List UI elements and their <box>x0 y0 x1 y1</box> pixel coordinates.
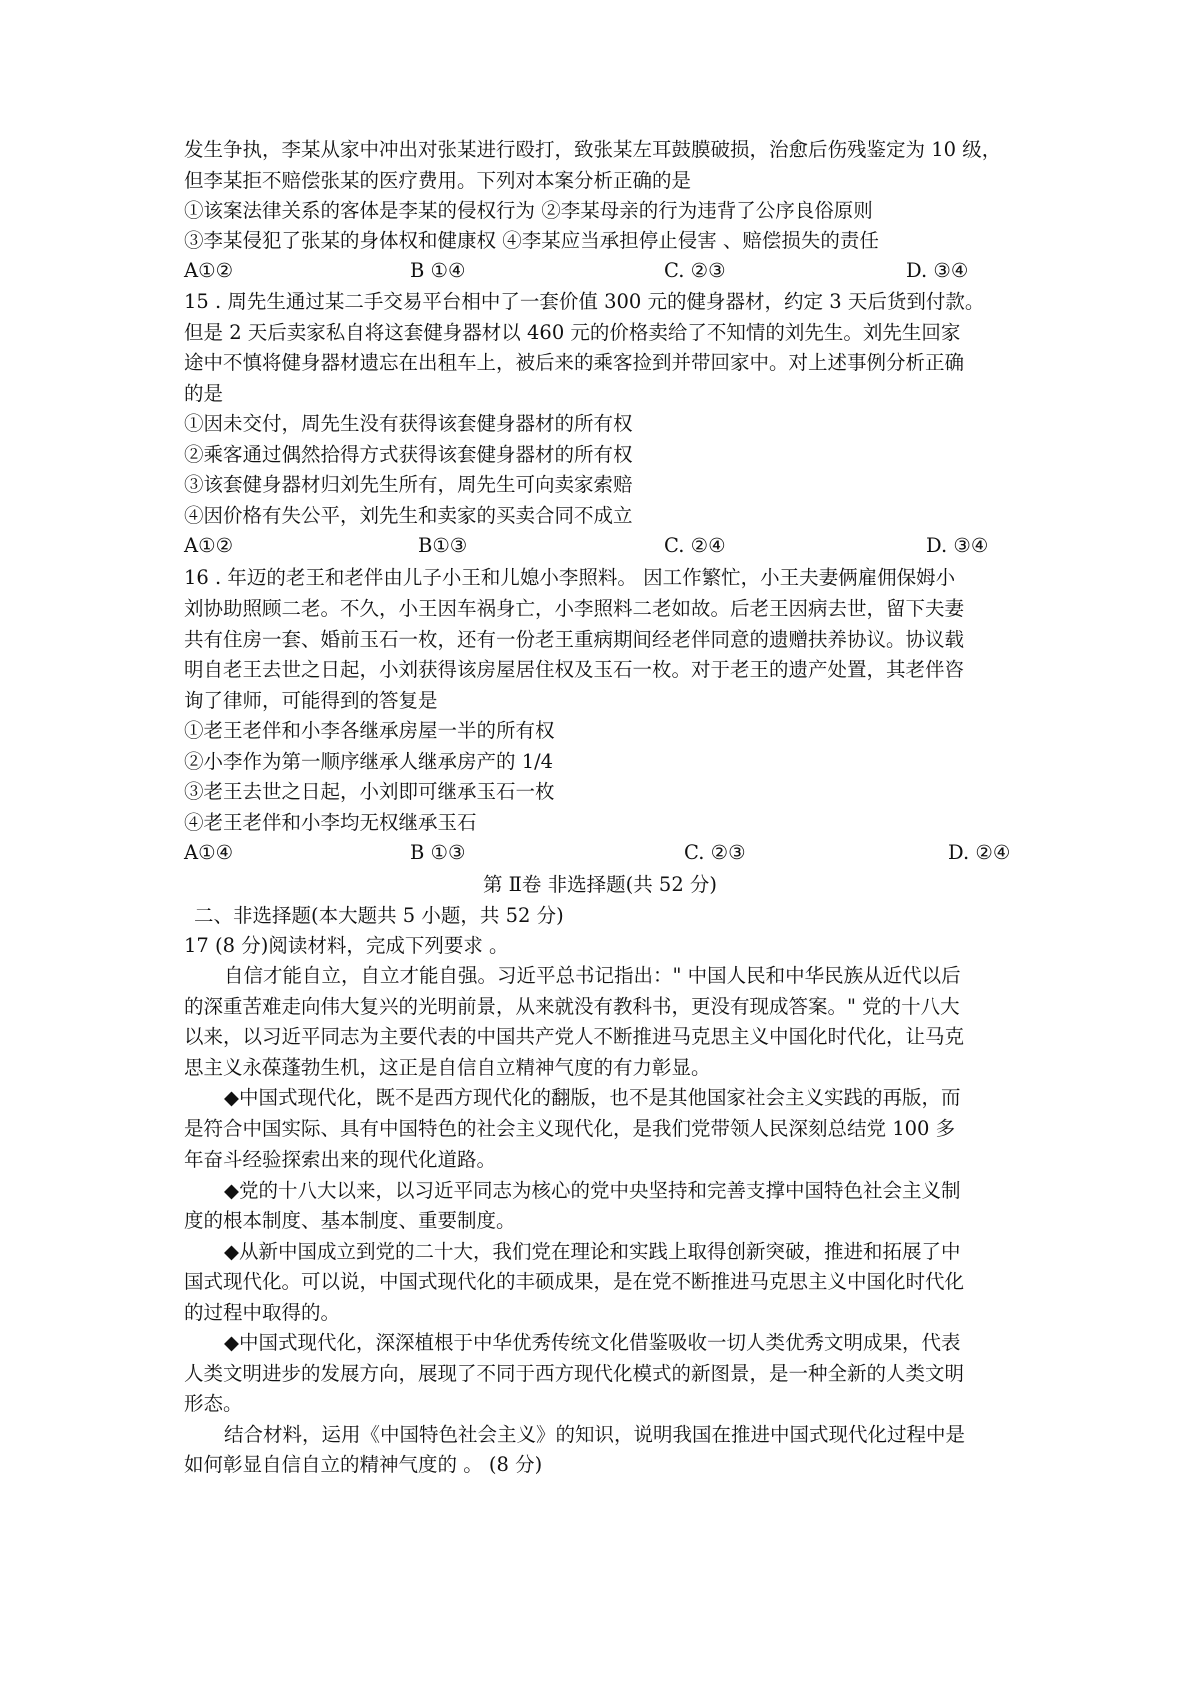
q16-option-a: A①④ <box>184 841 234 864</box>
q15-option-b: B①③ <box>418 534 468 557</box>
q15-line-2: 但是 2 天后卖家私自将这套健身器材以 460 元的价格卖给了不知情的刘先生。刘先生回家 <box>184 321 961 344</box>
q16-statement-2: ②小李作为第一顺序继承人继承房产的 1/4 <box>184 750 554 773</box>
q17-p3-line-2: 度的根本制度、基本制度、重要制度。 <box>184 1209 516 1232</box>
q17-p3-line-1: ◆党的十八大以来，以习近平同志为核心的党中央坚持和完善支撑中国特色社会主义制 <box>224 1179 961 1202</box>
part-2-title: 第 Ⅱ卷 非选择题(共 52 分) <box>482 873 718 896</box>
q15-line-1: 15 . 周先生通过某二手交易平台相中了一套价值 300 元的健身器材，约定 3 天后货到付款。 <box>184 290 985 313</box>
q14-statement-3-4: ③李某侵犯了张某的身体权和健康权 ④李某应当承担停止侵害 、赔偿损失的责任 <box>184 229 879 252</box>
q15-statement-4: ④因价格有失公平，刘先生和卖家的买卖合同不成立 <box>184 504 633 527</box>
q14-line-2: 但李某拒不赔偿张某的医疗费用。下列对本案分析正确的是 <box>184 169 692 192</box>
q16-statement-1: ①老王老伴和小李各继承房屋一半的所有权 <box>184 719 555 742</box>
q17-p5-line-3: 形态。 <box>184 1392 243 1415</box>
q17-p5-line-2: 人类文明进步的发展方向，展现了不同于西方现代化模式的新图景，是一种全新的人类文明 <box>184 1362 965 1385</box>
q16-line-4: 明自老王去世之日起，小刘获得该房屋居住权及玉石一枚。对于老王的遗产处置，其老伴咨 <box>184 658 965 681</box>
q15-statement-2: ②乘客通过偶然拾得方式获得该套健身器材的所有权 <box>184 443 633 466</box>
q17-p5-line-1: ◆中国式现代化，深深植根于中华优秀传统文化借鉴吸收一切人类优秀文明成果，代表 <box>224 1331 961 1354</box>
q17-task-line-2: 如何彰显自信自立的精神气度的 。 (8 分) <box>184 1453 543 1476</box>
section-2-title: 二、非选择题(本大题共 5 小题，共 52 分) <box>194 904 564 927</box>
q17-heading: 17 (8 分)阅读材料，完成下列要求 。 <box>184 934 509 957</box>
q17-p2-line-3: 年奋斗经验探索出来的现代化道路。 <box>184 1148 497 1171</box>
q16-option-b: B ①③ <box>410 841 466 864</box>
q16-statement-3: ③老王去世之日起，小刘即可继承玉石一枚 <box>184 780 555 803</box>
q15-option-c: C. ②④ <box>664 534 726 557</box>
q14-statement-1-2: ①该案法律关系的客体是李某的侵权行为 ②李某母亲的行为违背了公序良俗原则 <box>184 199 873 222</box>
q15-statement-1: ①因未交付，周先生没有获得该套健身器材的所有权 <box>184 412 633 435</box>
q15-option-a: A①② <box>184 534 234 557</box>
q17-p1-line-3: 以来，以习近平同志为主要代表的中国共产党人不断推进马克思主义中国化时代化，让马克 <box>184 1025 965 1048</box>
q16-option-d: D. ②④ <box>948 841 1011 864</box>
q16-option-c: C. ②③ <box>684 841 746 864</box>
q17-p2-line-1: ◆中国式现代化，既不是西方现代化的翻版，也不是其他国家社会主义实践的再版，而 <box>224 1086 961 1109</box>
q16-line-3: 共有住房一套、婚前玉石一枚，还有一份老王重病期间经老伴同意的遗赠扶养协议。协议载 <box>184 628 965 651</box>
q15-line-3: 途中不慎将健身器材遗忘在出租车上，被后来的乘客捡到并带回家中。对上述事例分析正确 <box>184 351 965 374</box>
q17-p4-line-2: 国式现代化。可以说，中国式现代化的丰硕成果，是在党不断推进马克思主义中国化时代化 <box>184 1270 965 1293</box>
q14-line-1: 发生争执，李某从家中冲出对张某进行殴打，致张某左耳鼓膜破损，治愈后伤残鉴定为 10 级， <box>184 138 1002 161</box>
q15-line-4: 的是 <box>184 382 224 405</box>
q14-option-b: B ①④ <box>410 259 466 282</box>
q16-line-2: 刘协助照顾二老。不久，小王因车祸身亡，小李照料二老如故。后老王因病去世，留下夫妻 <box>184 597 965 620</box>
q14-option-c: C. ②③ <box>664 259 726 282</box>
q17-p4-line-3: 的过程中取得的。 <box>184 1301 341 1324</box>
q15-statement-3: ③该套健身器材归刘先生所有，周先生可向卖家索赔 <box>184 473 633 496</box>
q17-p4-line-1: ◆从新中国成立到党的二十大，我们党在理论和实践上取得创新突破，推进和拓展了中 <box>224 1240 961 1263</box>
q16-statement-4: ④老王老伴和小李均无权继承玉石 <box>184 811 477 834</box>
q17-p1-line-4: 思主义永葆蓬勃生机，这正是自信自立精神气度的有力彰显。 <box>184 1056 711 1079</box>
q17-p1-line-1: 自信才能自立，自立才能自强。习近平总书记指出：" 中国人民和中华民族从近代以后 <box>224 964 961 987</box>
q17-p1-line-2: 的深重苦难走向伟大复兴的光明前景，从来就没有教科书，更没有现成答案。" 党的十八大 <box>184 995 960 1018</box>
q17-p2-line-2: 是符合中国实际、具有中国特色的社会主义现代化，是我们党带领人民深刻总结党 100 多 <box>184 1117 956 1140</box>
q14-option-a: A①② <box>184 259 234 282</box>
q16-line-1: 16 . 年迈的老王和老伴由儿子小王和儿媳小李照料。 因工作繁忙，小王夫妻俩雇佣保姆小 <box>184 566 956 589</box>
q15-option-d: D. ③④ <box>926 534 989 557</box>
q16-line-5: 询了律师，可能得到的答复是 <box>184 689 438 712</box>
q14-option-d: D. ③④ <box>906 259 969 282</box>
q17-task-line-1: 结合材料，运用《中国特色社会主义》的知识，说明我国在推进中国式现代化过程中是 <box>224 1423 966 1446</box>
